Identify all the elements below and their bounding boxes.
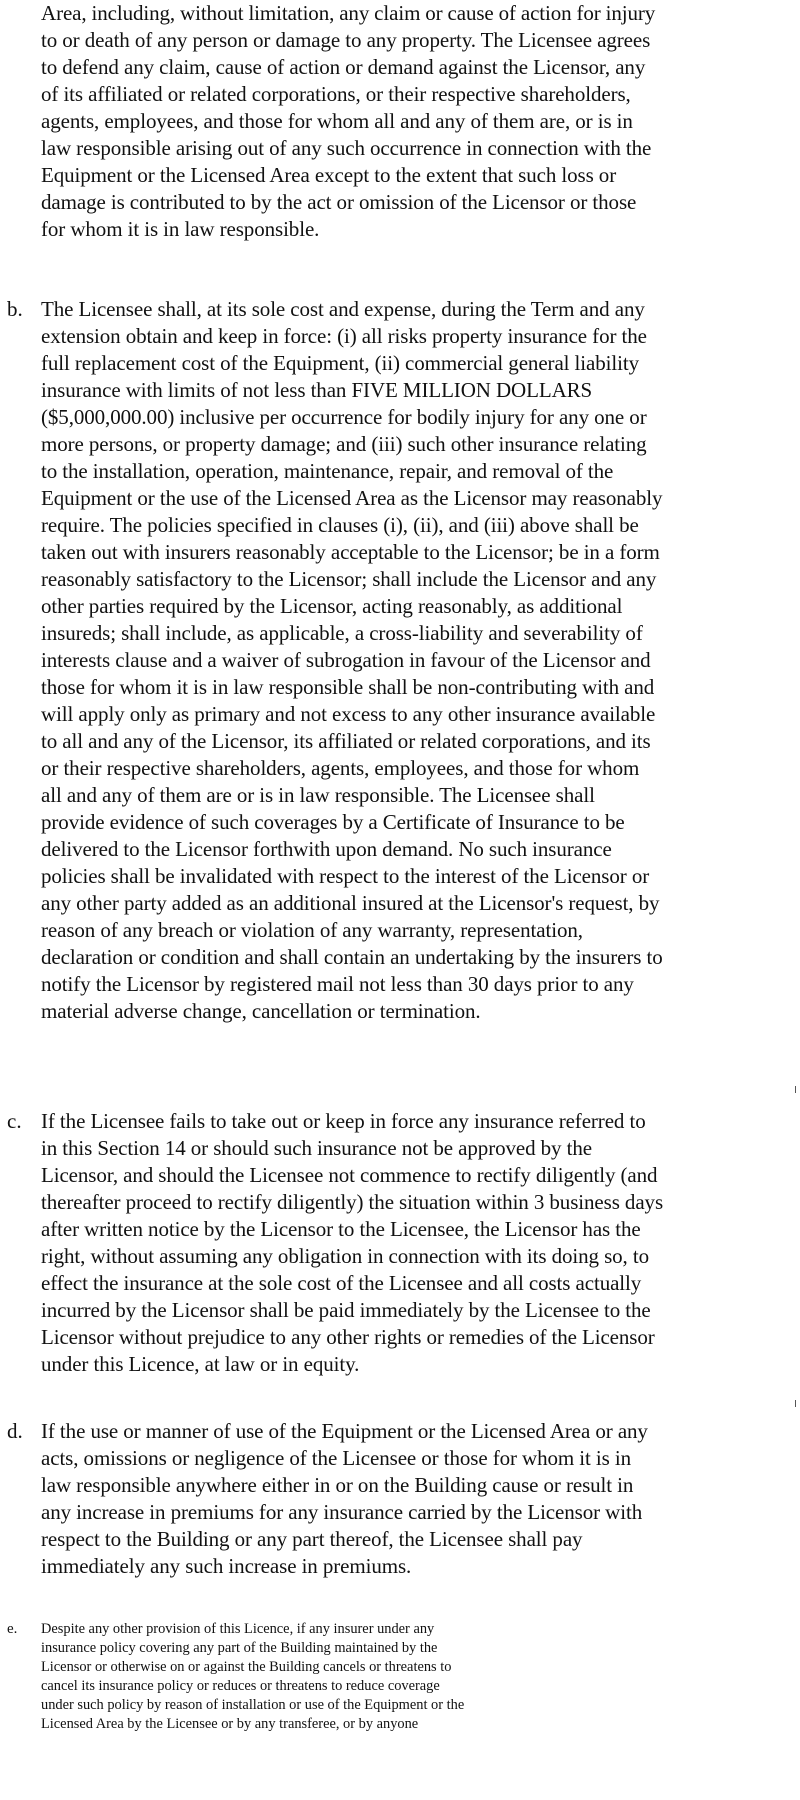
text-line: of its affiliated or related corporations, or their respective shareholders, [41,82,631,106]
text-line: insureds; shall include, as applicable, a cross-liability and severability of [41,621,643,645]
text-line: all and any of them are or is in law responsible. The Licensee shall [41,783,595,807]
scan-mark [795,1400,796,1407]
text-line: after written notice by the Licensor to the Licensee, the Licensor has the [41,1217,641,1241]
text-line: notify the Licensor by registered mail not less than 30 days prior to any [41,972,634,996]
text-line: Despite any other provision of this Licence, if any insurer under any [41,1621,435,1637]
text-line: delivered to the Licensor forthwith upon demand. No such insurance [41,837,612,861]
text-line: cancel its insurance policy or reduces or threatens to reduce coverage [41,1678,440,1694]
scan-mark [795,1086,796,1093]
text-line: extension obtain and keep in force: (i) all risks property insurance for the [41,324,647,348]
text-line: or their respective shareholders, agents, employees, and those for whom [41,756,640,780]
text-line: Licensor or otherwise on or against the Building cancels or threatens to [41,1659,452,1675]
text-line: policies shall be invalidated with respect to the interest of the Licensor or [41,864,650,888]
text-line: more persons, or property damage; and (iii) such other insurance relating [41,432,647,456]
text-line: interests clause and a waiver of subrogation in favour of the Licensor and [41,648,651,672]
text-line: effect the insurance at the sole cost of the Licensee and all costs actually [41,1271,642,1295]
text-line: full replacement cost of the Equipment, (ii) commercial general liability [41,351,639,375]
text-line: Area, including, without limitation, any claim or cause of action for injury [41,1,656,25]
text-line: for whom it is in law responsible. [41,217,320,241]
text-line: If the use or manner of use of the Equipment or the Licensed Area or any [41,1419,648,1443]
text-line: acts, omissions or negligence of the Licensee or those for whom it is in [41,1446,631,1470]
text-line: reasonably satisfactory to the Licensor; shall include the Licensor and any [41,567,657,591]
clause-marker: d. [7,1419,23,1443]
clause-marker: e. [7,1621,18,1637]
text-line: damage is contributed to by the act or omission of the Licensor or those [41,190,637,214]
text-line: any increase in premiums for any insurance carried by the Licensor with [41,1500,643,1524]
text-line: those for whom it is in law responsible shall be non-contributing with and [41,675,655,699]
text-line: ($5,000,000.00) inclusive per occurrence for bodily injury for any one or [41,405,647,429]
text-line: incurred by the Licensor shall be paid immediately by the Licensee to the [41,1298,651,1322]
text-line: law responsible anywhere either in or on the Building cause or result in [41,1473,634,1497]
text-line: to or death of any person or damage to any property. The Licensee agrees [41,28,651,52]
clause-marker: c. [7,1109,22,1133]
text-line: to defend any claim, cause of action or demand against the Licensor, any [41,55,646,79]
text-line: in this Section 14 or should such insurance not be approved by the [41,1136,592,1160]
text-line: taken out with insurers reasonably acceptable to the Licensor; be in a form [41,540,660,564]
text-line: any other party added as an additional insured at the Licensor's request, by [41,891,660,915]
text-line: Licensor, and should the Licensee not commence to rectify diligently (and [41,1163,658,1187]
text-line: respect to the Building or any part thereof, the Licensee shall pay [41,1527,583,1551]
text-line: right, without assuming any obligation in connection with its doing so, to [41,1244,649,1268]
text-line: to all and any of the Licensor, its affiliated or related corporations, and its [41,729,651,753]
text-line: Equipment or the use of the Licensed Area as the Licensor may reasonably [41,486,663,510]
text-line: law responsible arising out of any such occurrence in connection with the [41,136,652,160]
text-line: insurance policy covering any part of the Building maintained by the [41,1640,438,1656]
text-line: agents, employees, and those for whom all and any of them are, or is in [41,109,633,133]
text-line: insurance with limits of not less than FIVE MILLION DOLLARS [41,378,593,402]
text-line: thereafter proceed to rectify diligently) the situation within 3 business days [41,1190,664,1214]
clause-marker: b. [7,297,23,321]
text-line: Licensed Area by the Licensee or by any transferee, or by anyone [41,1716,419,1732]
text-line: other parties required by the Licensor, acting reasonably, as additional [41,594,623,618]
text-line: under this Licence, at law or in equity. [41,1352,360,1376]
text-line: immediately any such increase in premiums. [41,1554,412,1578]
text-line: under such policy by reason of installation or use of the Equipment or the [41,1697,465,1713]
text-line: reason of any breach or violation of any warranty, representation, [41,918,583,942]
text-line: The Licensee shall, at its sole cost and expense, during the Term and any [41,297,645,321]
text-line: Equipment or the Licensed Area except to the extent that such loss or [41,163,617,187]
text-line: require. The policies specified in clauses (i), (ii), and (iii) above shall be [41,513,639,537]
text-line: material adverse change, cancellation or termination. [41,999,481,1023]
text-line: If the Licensee fails to take out or keep in force any insurance referred to [41,1109,646,1133]
text-line: Licensor without prejudice to any other rights or remedies of the Licensor [41,1325,655,1349]
text-line: provide evidence of such coverages by a Certificate of Insurance to be [41,810,625,834]
text-line: declaration or condition and shall contain an undertaking by the insurers to [41,945,663,969]
text-line: will apply only as primary and not excess to any other insurance available [41,702,656,726]
text-line: to the installation, operation, maintenance, repair, and removal of the [41,459,614,483]
